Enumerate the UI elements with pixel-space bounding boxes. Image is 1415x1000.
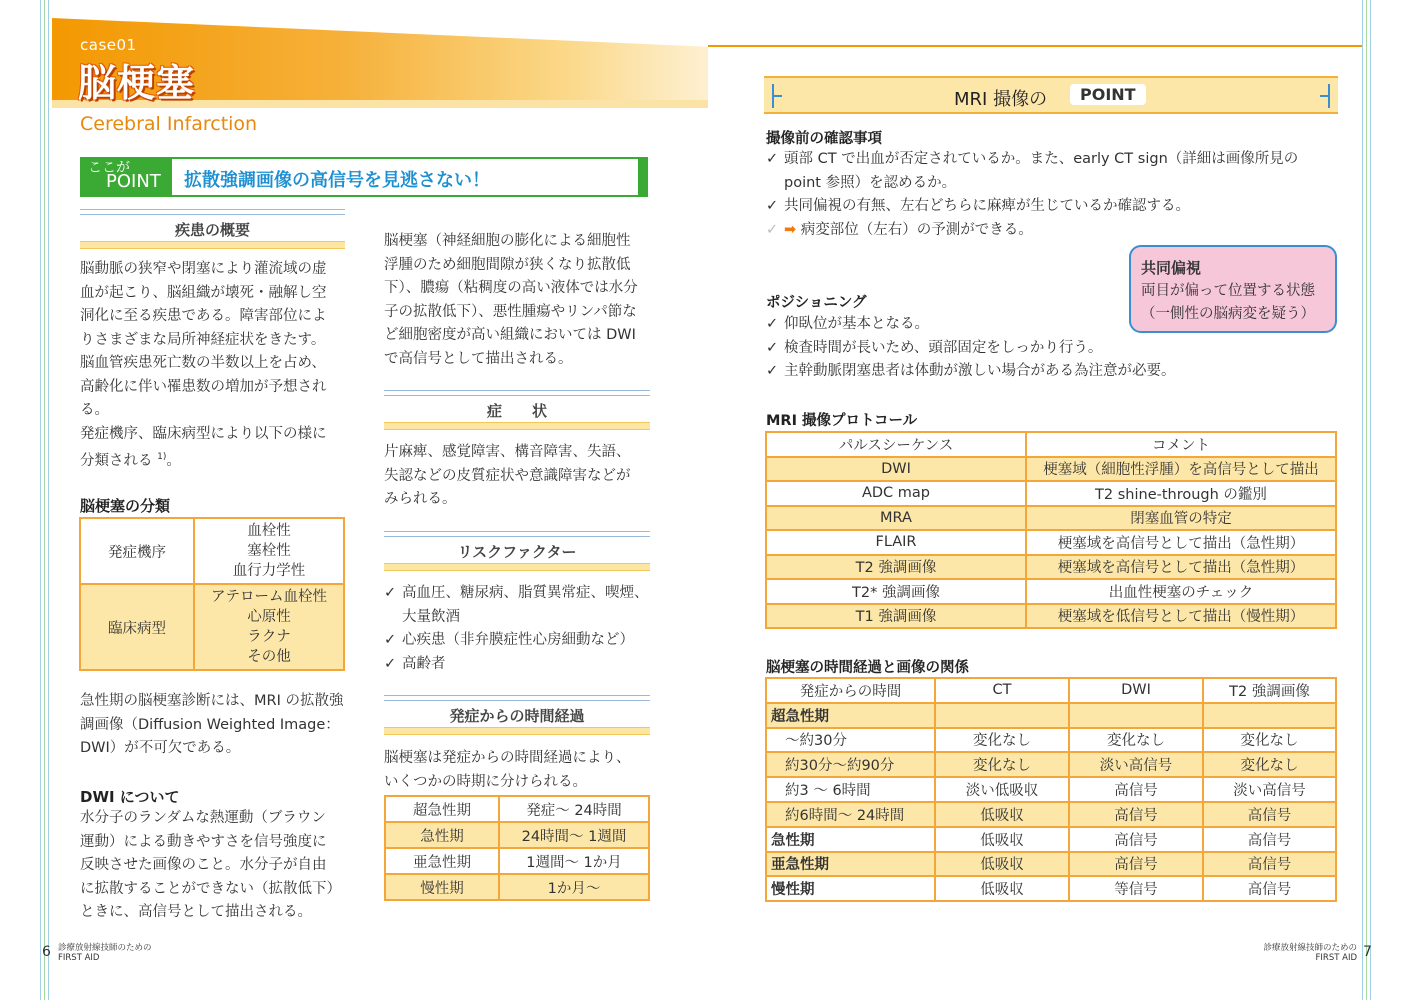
list-item: ✓ 心疾患（非弁膜症性心房細動など） xyxy=(384,632,634,648)
page-number-right: 7 xyxy=(1363,944,1372,960)
table-cell: T1 強調画像 xyxy=(766,604,1026,629)
footer-book-right: 診療放射線技師のための FIRST AID xyxy=(1263,943,1357,963)
table-cell: 淡い高信号 xyxy=(1203,777,1336,802)
table-cell: DWI xyxy=(766,457,1026,482)
list-item: ✓ 検査時間が長いため、頭部固定をしっかり行う。 xyxy=(766,339,1103,356)
course-phase-table xyxy=(384,795,650,901)
table-row-label: 慢性期 xyxy=(766,876,935,901)
precheck-list xyxy=(766,148,1346,242)
table-cell: 梗塞域を高信号として描出（急性期） xyxy=(1026,555,1336,580)
mri-point-banner xyxy=(764,76,1338,114)
footer-book-left: 診療放射線技師のための FIRST AID xyxy=(58,943,152,963)
table-cell: 超急性期 xyxy=(385,796,499,822)
table-cell: ADC map xyxy=(766,481,1026,506)
note-box: 共同偏視 両目が偏って位置する状態 （一側性の脳病変を疑う） xyxy=(1129,245,1337,333)
page-number-left: 6 xyxy=(42,944,51,960)
table-cell: 淡い高信号 xyxy=(1069,752,1203,777)
left-page-edge xyxy=(40,0,54,1000)
list-item: ✓ 仰臥位が基本となる。 xyxy=(766,316,929,332)
risk-list xyxy=(384,582,654,676)
table-cell: FLAIR xyxy=(766,530,1026,555)
case-label: case01 xyxy=(80,36,137,54)
table-cell: 梗塞域を高信号として描出（急性期） xyxy=(1026,530,1336,555)
diagnosis-text: 急性期の脳梗塞診断には、MRI の拡散強 調画像（Diffusion Weighted Image： DWI）が不可欠である。 xyxy=(80,693,344,756)
table-cell: 変化なし xyxy=(1203,752,1336,777)
table-cell: 変化なし xyxy=(1203,728,1336,753)
section-heading-overview: 疾患の概要 xyxy=(80,209,345,249)
table-row-label: 約30分〜約90分 xyxy=(766,752,935,777)
table-cell: 梗塞域を低信号として描出（慢性期） xyxy=(1026,604,1336,629)
classification-items: アテローム血栓性 心原性 ラクナ その他 xyxy=(194,584,344,670)
table-cell: 高信号 xyxy=(1069,802,1203,827)
table-cell xyxy=(1203,703,1336,728)
list-item: ✓ 共同偏視の有無、左右どちらに麻痺が生じているか確認する。 xyxy=(766,198,1190,214)
header-rule xyxy=(708,45,1362,47)
table-cell: 梗塞域（細胞性浮腫）を高信号として描出 xyxy=(1026,457,1336,482)
dwi-text: 水分子のランダムな熱運動（ブラウン 運動）による動きやすさを信号強度に 反映させた画像のこと。水分子が自由 に拡散することができない（拡散低下） ときに、高信号として描出される。 xyxy=(80,810,341,920)
dwi-title: DWI について xyxy=(80,788,180,806)
table-header: 発症からの時間 xyxy=(766,678,935,703)
point-text: 拡散強調画像の高信号を見逃さない！ xyxy=(184,170,490,191)
course-text: 脳梗塞は発症からの時間経過により、 いくつかの時期に分けられる。 xyxy=(384,750,631,790)
table-cell: 慢性期 xyxy=(385,874,499,900)
table-cell: 出血性梗塞のチェック xyxy=(1026,579,1336,604)
right-page-edge xyxy=(1362,0,1376,1000)
table-row-label: 約3 〜 6時間 xyxy=(766,777,935,802)
dwi-continued-text: 脳梗塞（神経細胞の膨化による細胞性 浮腫のため細胞間隙が狭くなり拡散低 下）、膿瘍（粘稠度の高い液体では水分 子の拡散低下）、悪性腫瘍やリンパ節な ど細胞密度が高い組織においては DWI で高信号として描出される。 xyxy=(384,233,638,367)
table-cell xyxy=(1069,703,1203,728)
section-heading-symptoms: 症 状 xyxy=(384,390,650,430)
note-title: 共同偏視 xyxy=(1141,259,1202,277)
table-cell: 発症〜 24時間 xyxy=(499,796,649,822)
table-cell: T2 強調画像 xyxy=(766,555,1026,580)
table-cell: 等信号 xyxy=(1069,876,1203,901)
protocol-title: MRI 撮像プロトコール xyxy=(766,413,918,429)
table-cell: 低吸収 xyxy=(935,802,1069,827)
positioning-list xyxy=(766,313,1266,384)
table-header: CT xyxy=(935,678,1069,703)
table-row-label: 〜約30分 xyxy=(766,728,935,753)
table-cell: 1週間〜 1か月 xyxy=(499,848,649,874)
table-row-label: 亜急性期 xyxy=(766,852,935,877)
classification-table xyxy=(79,517,345,671)
page-title: 脳梗塞 xyxy=(78,61,196,105)
table-header: パルスシーケンス xyxy=(766,432,1026,457)
table-cell: 低吸収 xyxy=(935,852,1069,877)
bracket-right-icon xyxy=(1328,84,1330,108)
table-cell: 閉塞血管の特定 xyxy=(1026,506,1336,531)
section-heading-course: 発症からの時間経過 xyxy=(384,695,650,735)
table-row-label: 約6時間〜 24時間 xyxy=(766,802,935,827)
table-header: コメント xyxy=(1026,432,1336,457)
arrow-right-icon: ➡ xyxy=(784,221,797,238)
table-cell: 亜急性期 xyxy=(385,848,499,874)
table-row-label: 急性期 xyxy=(766,827,935,852)
table-header: T2 強調画像 xyxy=(1203,678,1336,703)
table-cell: 変化なし xyxy=(1069,728,1203,753)
list-item: ✓ 主幹動脈閉塞患者は体動が激しい場合がある為注意が必要。 xyxy=(766,363,1176,379)
table-cell: T2 shine-through の鑑別 xyxy=(1026,481,1336,506)
table-cell xyxy=(935,703,1069,728)
mri-point-badge: POINT xyxy=(1070,84,1146,105)
overview-text: 脳動脈の狭窄や閉塞により灌流域の虚 血が起こり、脳組織が壊死・融解し空 洞化に至る疾患である。障害部位によ りさまざまな局所神経症状をきたす。 脳血管疾患死亡数の半数以上を占め、 高齢化に伴い罹患数の増加が予想され る。 発症機序、臨床病型により以下の様に 分類される $^{1)}$。 xyxy=(80,261,327,469)
positioning-title: ポジショニング xyxy=(766,295,867,311)
table-cell: MRA xyxy=(766,506,1026,531)
table-cell: 急性期 xyxy=(385,822,499,848)
section-heading-risk: リスクファクター xyxy=(384,531,650,571)
point-banner xyxy=(80,157,648,197)
list-item: ✓ ➡ 病変部位（左右）の予測ができる。 xyxy=(766,221,1033,238)
table-cell: 24時間〜 1週間 xyxy=(499,822,649,848)
classification-title: 脳梗塞の分類 xyxy=(80,497,171,515)
list-item: ✓ 高血圧、糖尿病、脂質異常症、喫煙、 大量飲酒 xyxy=(384,585,649,625)
classification-label: 臨床病型 xyxy=(80,584,194,670)
list-item: ✓ 高齢者 xyxy=(384,655,446,672)
table-cell: 高信号 xyxy=(1203,876,1336,901)
table-header: DWI xyxy=(1069,678,1203,703)
mri-banner-title: MRI 撮像の xyxy=(954,89,1048,110)
table-cell: T2* 強調画像 xyxy=(766,579,1026,604)
precheck-title: 撮像前の確認事項 xyxy=(766,131,882,147)
table-cell: 変化なし xyxy=(935,752,1069,777)
point-tag: ここが POINT xyxy=(82,159,172,195)
table-row-label: 超急性期 xyxy=(766,703,935,728)
table-cell: 高信号 xyxy=(1203,802,1336,827)
table-cell: 低吸収 xyxy=(935,827,1069,852)
classification-label: 発症機序 xyxy=(80,518,194,584)
table-cell: 変化なし xyxy=(935,728,1069,753)
page-subtitle: Cerebral Infarction xyxy=(80,113,258,135)
table-cell: 高信号 xyxy=(1069,827,1203,852)
list-item: ✓ 頭部 CT で出血が否定されているか。また、early CT sign（詳細は画像所見の point 参照）を認めるか。 xyxy=(766,151,1299,191)
table-cell: 高信号 xyxy=(1069,852,1203,877)
classification-items: 血栓性 塞栓性 血行力学性 xyxy=(194,518,344,584)
protocol-table xyxy=(765,431,1337,629)
bracket-left-icon xyxy=(772,84,774,108)
course-image-table xyxy=(765,677,1337,902)
table-cell: 淡い低吸収 xyxy=(935,777,1069,802)
table-cell: 高信号 xyxy=(1203,827,1336,852)
symptoms-text: 片麻痺、感覚障害、構音障害、失語、 失認などの皮質症状や意識障害などが みられる。 xyxy=(384,444,631,507)
table-cell: 高信号 xyxy=(1203,852,1336,877)
table-cell: 低吸収 xyxy=(935,876,1069,901)
course-image-title: 脳梗塞の時間経過と画像の関係 xyxy=(766,660,969,676)
table-cell: 高信号 xyxy=(1069,777,1203,802)
table-cell: 1か月〜 xyxy=(499,874,649,900)
